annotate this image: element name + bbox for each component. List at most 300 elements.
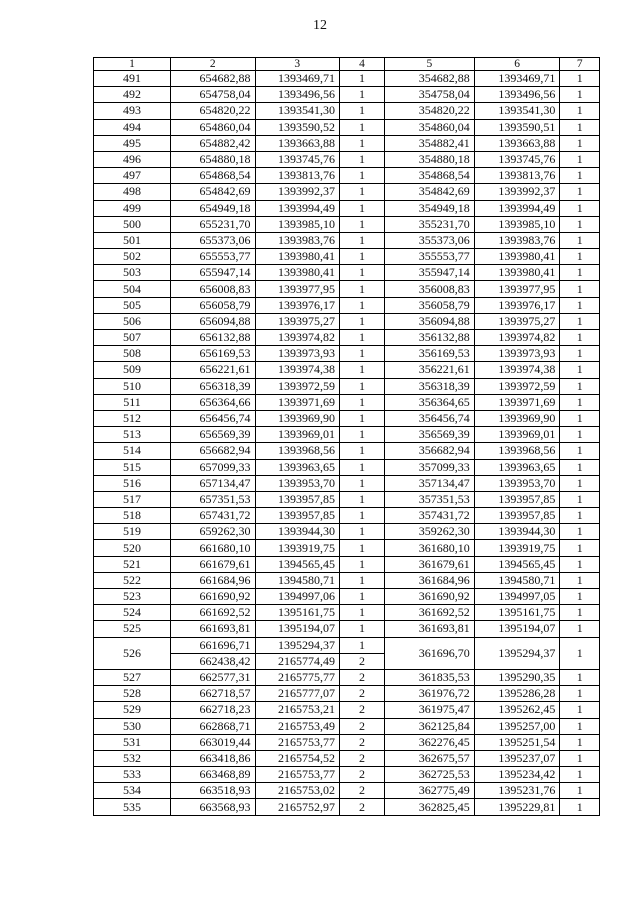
cell-y: 1393963,65 <box>255 459 340 475</box>
cell-x2: 354820,22 <box>384 103 474 119</box>
cell-y2: 1395286,28 <box>474 686 560 702</box>
cell-y: 2165752,97 <box>255 799 340 815</box>
cell-point-number: 515 <box>94 459 171 475</box>
cell-point-number: 518 <box>94 508 171 524</box>
cell-zone2: 1 <box>560 200 600 216</box>
column-header-6: 6 <box>474 58 560 71</box>
cell-x: 662718,23 <box>171 702 256 718</box>
cell-zone2: 1 <box>560 330 600 346</box>
cell-zone2: 1 <box>560 313 600 329</box>
table-row <box>94 168 600 184</box>
cell-point-number: 494 <box>94 119 171 135</box>
cell-y2: 1395234,42 <box>474 767 560 783</box>
cell-y2: 1395161,75 <box>474 605 560 621</box>
cell-x2: 354842,69 <box>384 184 474 200</box>
cell-zone: 2 <box>340 669 385 685</box>
cell-x2: 354860,04 <box>384 119 474 135</box>
cell-y2: 1393977,95 <box>474 281 560 297</box>
cell-x: 656008,83 <box>171 281 256 297</box>
cell-x: 654860,04 <box>171 119 256 135</box>
cell-y: 2165753,49 <box>255 718 340 734</box>
cell-point-number: 511 <box>94 394 171 410</box>
cell-point-number: 525 <box>94 621 171 637</box>
cell-zone2: 1 <box>560 378 600 394</box>
cell-point-number: 501 <box>94 232 171 248</box>
cell-y: 1393971,69 <box>255 394 340 410</box>
cell-y2: 1393541,30 <box>474 103 560 119</box>
cell-y: 2165753,21 <box>255 702 340 718</box>
table-row <box>94 87 600 103</box>
cell-x2: 361835,53 <box>384 669 474 685</box>
cell-zone2: 1 <box>560 783 600 799</box>
cell-zone: 2 <box>340 799 385 815</box>
cell-point-number: 512 <box>94 410 171 426</box>
cell-zone: 2 <box>340 686 385 702</box>
cell-x2: 362675,57 <box>384 750 474 766</box>
cell-x2: 362125,84 <box>384 718 474 734</box>
table-row <box>94 589 600 605</box>
cell-x: 662718,57 <box>171 686 256 702</box>
column-header-1: 1 <box>94 58 171 71</box>
cell-y: 1393813,76 <box>255 168 340 184</box>
table-row <box>94 427 600 443</box>
cell-zone2: 1 <box>560 265 600 281</box>
cell-x2: 356682,94 <box>384 443 474 459</box>
cell-x2: 354758,04 <box>384 87 474 103</box>
cell-zone: 1 <box>340 249 385 265</box>
cell-zone: 2 <box>340 783 385 799</box>
cell-x2: 357431,72 <box>384 508 474 524</box>
cell-x2: 361690,92 <box>384 589 474 605</box>
cell-zone2: 1 <box>560 71 600 87</box>
cell-zone2: 1 <box>560 556 600 572</box>
cell-y: 1393972,59 <box>255 378 340 394</box>
cell-y2: 1393971,69 <box>474 394 560 410</box>
cell-zone: 1 <box>340 410 385 426</box>
cell-zone2: 1 <box>560 686 600 702</box>
cell-x: 662577,31 <box>171 669 256 685</box>
cell-x: 661692,52 <box>171 605 256 621</box>
cell-y: 1393985,10 <box>255 216 340 232</box>
cell-x2: 355947,14 <box>384 265 474 281</box>
cell-y2: 1393974,38 <box>474 362 560 378</box>
cell-zone2: 1 <box>560 362 600 378</box>
cell-y2: 1394565,45 <box>474 556 560 572</box>
cell-y: 1393969,90 <box>255 410 340 426</box>
cell-point-number: 519 <box>94 524 171 540</box>
column-header-7: 7 <box>560 58 600 71</box>
cell-x: 654949,18 <box>171 200 256 216</box>
cell-x2: 356058,79 <box>384 297 474 313</box>
cell-y2: 1393992,37 <box>474 184 560 200</box>
cell-zone: 2 <box>340 734 385 750</box>
table-header-row <box>94 58 600 71</box>
cell-zone: 1 <box>340 605 385 621</box>
cell-x2: 356569,39 <box>384 427 474 443</box>
cell-zone: 1 <box>340 297 385 313</box>
cell-y2: 1395294,37 <box>474 637 560 669</box>
cell-zone: 1 <box>340 200 385 216</box>
cell-zone2: 1 <box>560 103 600 119</box>
cell-zone2: 1 <box>560 168 600 184</box>
table-row <box>94 799 600 815</box>
cell-y: 2165753,02 <box>255 783 340 799</box>
cell-y: 1394580,71 <box>255 572 340 588</box>
cell-x2: 361684,96 <box>384 572 474 588</box>
cell-point-number: 497 <box>94 168 171 184</box>
cell-zone2: 1 <box>560 718 600 734</box>
cell-y2: 1393590,51 <box>474 119 560 135</box>
table-row <box>94 702 600 718</box>
cell-x: 656221,61 <box>171 362 256 378</box>
cell-zone: 1 <box>340 443 385 459</box>
cell-point-number: 533 <box>94 767 171 783</box>
cell-zone: 1 <box>340 491 385 507</box>
cell-y2: 1393973,93 <box>474 346 560 362</box>
table-row <box>94 508 600 524</box>
cell-y: 1393980,41 <box>255 249 340 265</box>
cell-zone: 1 <box>340 232 385 248</box>
cell-y: 1393944,30 <box>255 524 340 540</box>
cell-x2: 355231,70 <box>384 216 474 232</box>
cell-y: 1393992,37 <box>255 184 340 200</box>
cell-zone2: 1 <box>560 491 600 507</box>
cell-zone2: 1 <box>560 750 600 766</box>
cell-zone: 2 <box>340 702 385 718</box>
cell-y: 2165754,52 <box>255 750 340 766</box>
cell-zone: 1 <box>340 459 385 475</box>
cell-zone: 1 <box>340 556 385 572</box>
cell-y2: 1395231,76 <box>474 783 560 799</box>
table-row <box>94 362 600 378</box>
cell-y: 1393977,95 <box>255 281 340 297</box>
cell-x2: 356456,74 <box>384 410 474 426</box>
table-row <box>94 378 600 394</box>
cell-zone2: 1 <box>560 524 600 540</box>
cell-zone2: 1 <box>560 621 600 637</box>
cell-x: 656456,74 <box>171 410 256 426</box>
cell-y: 2165775,77 <box>255 669 340 685</box>
cell-point-number: 509 <box>94 362 171 378</box>
cell-x2: 362276,45 <box>384 734 474 750</box>
cell-y: 1393919,75 <box>255 540 340 556</box>
cell-x: 654842,69 <box>171 184 256 200</box>
cell-zone: 1 <box>340 103 385 119</box>
cell-x2: 356169,53 <box>384 346 474 362</box>
cell-point-number: 517 <box>94 491 171 507</box>
cell-point-number: 503 <box>94 265 171 281</box>
cell-zone2: 1 <box>560 394 600 410</box>
cell-point-number: 535 <box>94 799 171 815</box>
cell-y: 1393974,82 <box>255 330 340 346</box>
cell-x2: 357099,33 <box>384 459 474 475</box>
cell-point-number: 505 <box>94 297 171 313</box>
cell-x: 661680,10 <box>171 540 256 556</box>
cell-y: 1393983,76 <box>255 232 340 248</box>
cell-y2: 1393496,56 <box>474 87 560 103</box>
cell-y: 1393994,49 <box>255 200 340 216</box>
cell-y: 2165753,77 <box>255 734 340 750</box>
cell-y: 1393973,93 <box>255 346 340 362</box>
cell-y: 1393953,70 <box>255 475 340 491</box>
cell-point-number: 496 <box>94 151 171 167</box>
cell-zone2: 1 <box>560 249 600 265</box>
cell-zone2: 1 <box>560 216 600 232</box>
cell-y: 1393663,88 <box>255 135 340 151</box>
cell-point-number: 531 <box>94 734 171 750</box>
cell-zone2: 1 <box>560 767 600 783</box>
cell-zone2: 1 <box>560 119 600 135</box>
cell-x: 656569,39 <box>171 427 256 443</box>
cell-point-number: 516 <box>94 475 171 491</box>
cell-x: 663568,93 <box>171 799 256 815</box>
cell-y2: 1393983,76 <box>474 232 560 248</box>
cell-x: 661684,96 <box>171 572 256 588</box>
cell-y: 1393969,01 <box>255 427 340 443</box>
table-row <box>94 443 600 459</box>
cell-zone: 1 <box>340 427 385 443</box>
column-header-5: 5 <box>384 58 474 71</box>
cell-zone: 1 <box>340 330 385 346</box>
cell-zone2: 1 <box>560 669 600 685</box>
table-row <box>94 135 600 151</box>
cell-y: 1393541,30 <box>255 103 340 119</box>
cell-y: 1395294,37 <box>255 637 340 653</box>
cell-zone2: 1 <box>560 151 600 167</box>
cell-point-number: 498 <box>94 184 171 200</box>
cell-y2: 1394580,71 <box>474 572 560 588</box>
cell-x: 663518,93 <box>171 783 256 799</box>
cell-y: 1393968,56 <box>255 443 340 459</box>
cell-y2: 1395237,07 <box>474 750 560 766</box>
cell-zone2: 1 <box>560 572 600 588</box>
table-row <box>94 524 600 540</box>
cell-x2: 356132,88 <box>384 330 474 346</box>
table-row <box>94 410 600 426</box>
cell-point-number: 532 <box>94 750 171 766</box>
cell-point-number: 530 <box>94 718 171 734</box>
cell-y2: 1393469,71 <box>474 71 560 87</box>
cell-y2: 1395257,00 <box>474 718 560 734</box>
table-row <box>94 621 600 637</box>
cell-zone2: 1 <box>560 184 600 200</box>
cell-point-number: 513 <box>94 427 171 443</box>
cell-y: 1393957,85 <box>255 491 340 507</box>
cell-x: 655947,14 <box>171 265 256 281</box>
cell-x2: 361680,10 <box>384 540 474 556</box>
table-row <box>94 767 600 783</box>
cell-x: 663468,89 <box>171 767 256 783</box>
cell-x: 657134,47 <box>171 475 256 491</box>
cell-x2: 356364,65 <box>384 394 474 410</box>
cell-point-number: 506 <box>94 313 171 329</box>
cell-zone: 2 <box>340 718 385 734</box>
table-row <box>94 491 600 507</box>
cell-y2: 1393963,65 <box>474 459 560 475</box>
cell-zone2: 1 <box>560 702 600 718</box>
cell-zone2: 1 <box>560 232 600 248</box>
cell-zone: 1 <box>340 313 385 329</box>
cell-y2: 1393994,49 <box>474 200 560 216</box>
cell-zone: 1 <box>340 524 385 540</box>
cell-x: 662868,71 <box>171 718 256 734</box>
table-row <box>94 119 600 135</box>
table-row <box>94 734 600 750</box>
cell-zone: 1 <box>340 508 385 524</box>
cell-x: 662438,42 <box>171 653 256 669</box>
cell-point-number: 510 <box>94 378 171 394</box>
cell-y: 1393975,27 <box>255 313 340 329</box>
cell-y2: 1393957,85 <box>474 508 560 524</box>
column-header-3: 3 <box>255 58 340 71</box>
page-number: 12 <box>313 18 327 33</box>
cell-point-number: 522 <box>94 572 171 588</box>
cell-x2: 362725,53 <box>384 767 474 783</box>
cell-zone: 1 <box>340 378 385 394</box>
cell-x2: 362775,49 <box>384 783 474 799</box>
cell-zone2: 1 <box>560 475 600 491</box>
cell-zone2: 1 <box>560 508 600 524</box>
cell-x2: 356094,88 <box>384 313 474 329</box>
cell-zone: 1 <box>340 265 385 281</box>
cell-x2: 354882,41 <box>384 135 474 151</box>
cell-y: 1393469,71 <box>255 71 340 87</box>
cell-x2: 357134,47 <box>384 475 474 491</box>
table-row <box>94 669 600 685</box>
cell-x2: 361693,81 <box>384 621 474 637</box>
table-row-526 <box>94 637 600 653</box>
cell-point-number: 521 <box>94 556 171 572</box>
table-row <box>94 556 600 572</box>
cell-zone2: 1 <box>560 346 600 362</box>
cell-x2: 355553,77 <box>384 249 474 265</box>
cell-y2: 1393974,82 <box>474 330 560 346</box>
cell-x2: 356221,61 <box>384 362 474 378</box>
cell-x2: 354868,54 <box>384 168 474 184</box>
cell-zone: 1 <box>340 168 385 184</box>
cell-point-number: 529 <box>94 702 171 718</box>
cell-y2: 1393813,76 <box>474 168 560 184</box>
cell-y2: 1393972,59 <box>474 378 560 394</box>
cell-x: 661690,92 <box>171 589 256 605</box>
cell-y2: 1393969,01 <box>474 427 560 443</box>
cell-x: 661693,81 <box>171 621 256 637</box>
cell-y: 1394565,45 <box>255 556 340 572</box>
cell-x: 657099,33 <box>171 459 256 475</box>
table-row <box>94 249 600 265</box>
cell-zone: 1 <box>340 119 385 135</box>
cell-x2: 361696,70 <box>384 637 474 669</box>
cell-y2: 1395194,07 <box>474 621 560 637</box>
cell-x: 659262,30 <box>171 524 256 540</box>
cell-y2: 1395251,54 <box>474 734 560 750</box>
cell-y: 1393974,38 <box>255 362 340 378</box>
cell-x: 656132,88 <box>171 330 256 346</box>
cell-zone2: 1 <box>560 410 600 426</box>
cell-zone2: 1 <box>560 297 600 313</box>
cell-zone: 1 <box>340 572 385 588</box>
cell-point-number: 523 <box>94 589 171 605</box>
cell-point-number: 507 <box>94 330 171 346</box>
cell-point-number: 500 <box>94 216 171 232</box>
cell-x: 657351,53 <box>171 491 256 507</box>
cell-zone: 2 <box>340 767 385 783</box>
cell-zone: 1 <box>340 621 385 637</box>
cell-y: 1394997,06 <box>255 589 340 605</box>
table-row <box>94 232 600 248</box>
cell-x: 657431,72 <box>171 508 256 524</box>
cell-x: 661696,71 <box>171 637 256 653</box>
cell-point-number: 508 <box>94 346 171 362</box>
cell-zone: 1 <box>340 135 385 151</box>
cell-x: 656318,39 <box>171 378 256 394</box>
cell-y: 1393745,76 <box>255 151 340 167</box>
cell-zone2: 1 <box>560 427 600 443</box>
cell-y2: 1393953,70 <box>474 475 560 491</box>
cell-zone2: 1 <box>560 87 600 103</box>
cell-x: 655231,70 <box>171 216 256 232</box>
cell-y2: 1393968,56 <box>474 443 560 459</box>
cell-zone: 1 <box>340 362 385 378</box>
table-row <box>94 151 600 167</box>
cell-x: 656682,94 <box>171 443 256 459</box>
cell-zone2: 1 <box>560 459 600 475</box>
cell-zone: 1 <box>340 87 385 103</box>
cell-point-number: 514 <box>94 443 171 459</box>
cell-zone: 2 <box>340 653 385 669</box>
cell-zone: 2 <box>340 750 385 766</box>
table-row <box>94 297 600 313</box>
cell-zone: 1 <box>340 151 385 167</box>
cell-zone2: 1 <box>560 637 600 669</box>
cell-y2: 1393944,30 <box>474 524 560 540</box>
cell-y: 2165774,49 <box>255 653 340 669</box>
cell-y2: 1393975,27 <box>474 313 560 329</box>
cell-point-number: 493 <box>94 103 171 119</box>
cell-y2: 1393969,90 <box>474 410 560 426</box>
cell-x: 654758,04 <box>171 87 256 103</box>
cell-x: 656169,53 <box>171 346 256 362</box>
cell-point-number: 502 <box>94 249 171 265</box>
table-row <box>94 605 600 621</box>
table-row <box>94 475 600 491</box>
cell-point-number: 524 <box>94 605 171 621</box>
cell-x: 654882,42 <box>171 135 256 151</box>
table-row <box>94 71 600 87</box>
table-row <box>94 686 600 702</box>
cell-zone: 1 <box>340 216 385 232</box>
cell-point-number: 520 <box>94 540 171 556</box>
cell-zone: 1 <box>340 589 385 605</box>
table-row <box>94 718 600 734</box>
table-row <box>94 783 600 799</box>
cell-y2: 1393745,76 <box>474 151 560 167</box>
cell-zone2: 1 <box>560 540 600 556</box>
cell-point-number: 492 <box>94 87 171 103</box>
cell-y2: 1393980,41 <box>474 265 560 281</box>
cell-zone: 1 <box>340 184 385 200</box>
cell-x: 654868,54 <box>171 168 256 184</box>
table-row <box>94 313 600 329</box>
cell-x: 656058,79 <box>171 297 256 313</box>
cell-point-number: 528 <box>94 686 171 702</box>
cell-zone: 1 <box>340 281 385 297</box>
cell-x2: 357351,53 <box>384 491 474 507</box>
cell-x2: 355373,06 <box>384 232 474 248</box>
cell-x: 654820,22 <box>171 103 256 119</box>
cell-x: 663418,86 <box>171 750 256 766</box>
table-row <box>94 540 600 556</box>
